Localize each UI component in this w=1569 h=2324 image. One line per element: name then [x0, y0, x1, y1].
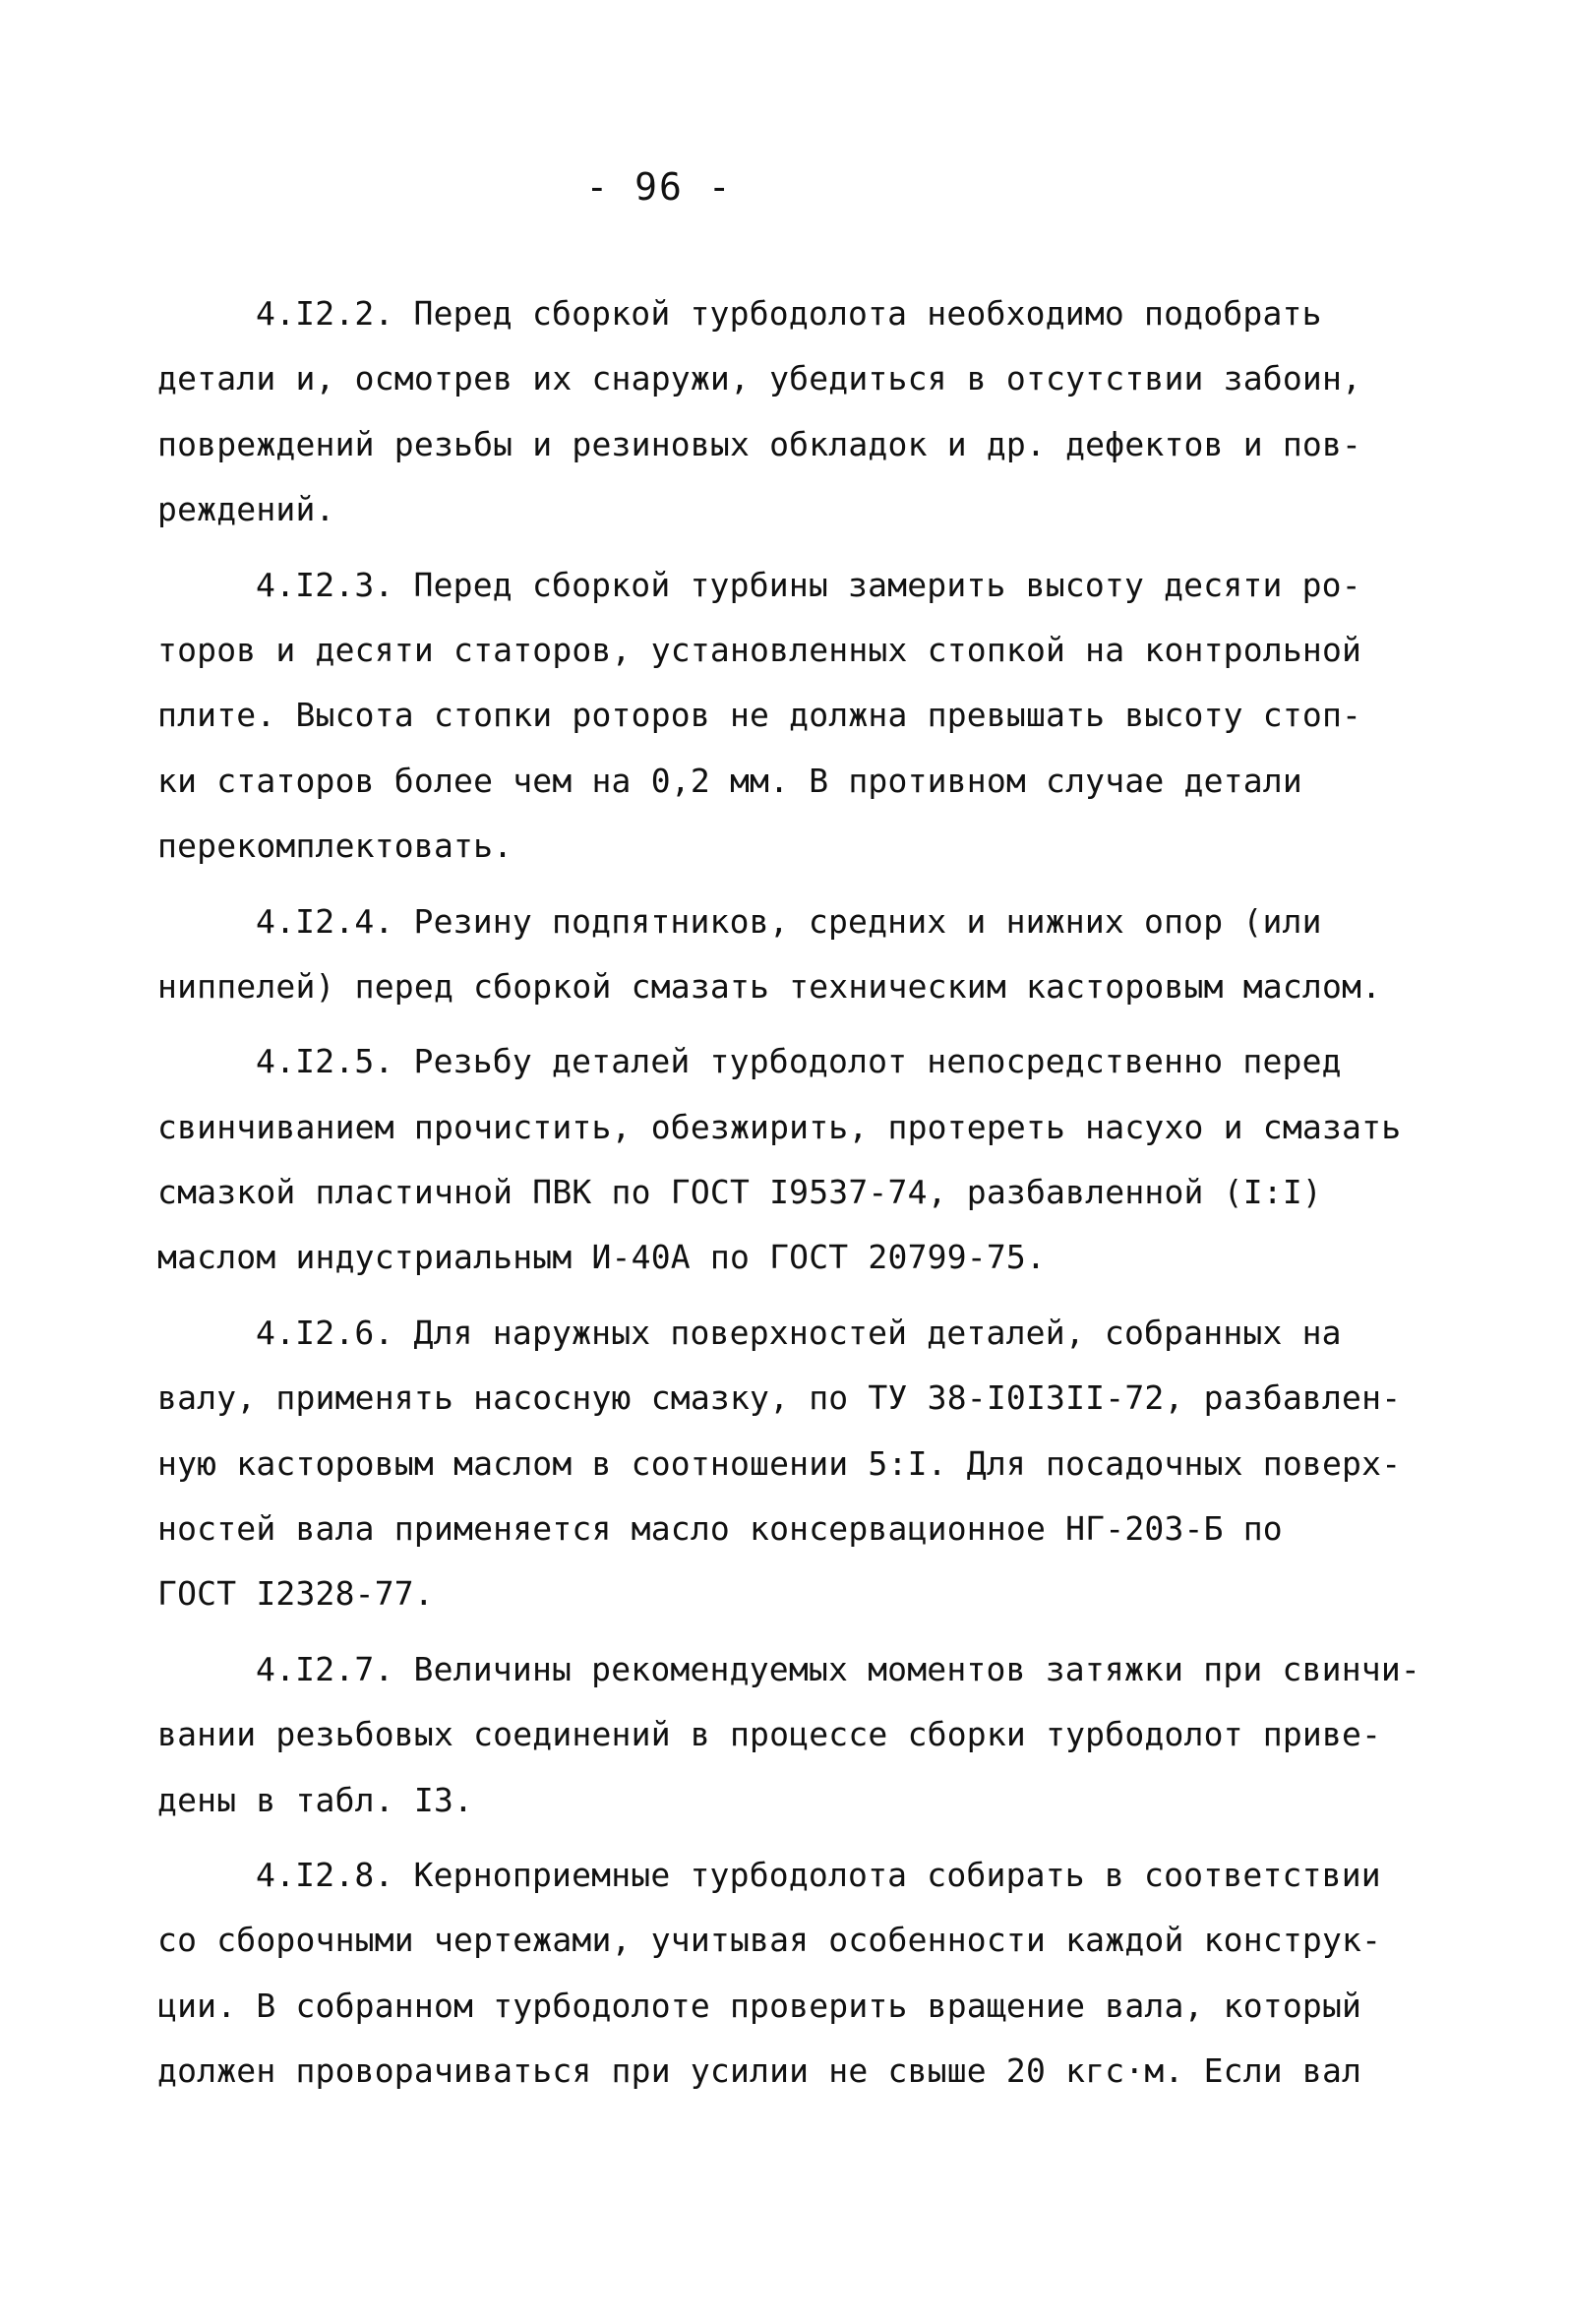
text-line: детали и, осмотрев их снаружи, убедиться в отсутствии забоин,: [157, 359, 1362, 398]
text-line: 4.I2.7. Величины рекомендуемых моментов затяжки при свинчи-: [256, 1649, 1420, 1688]
text-line: ки статоров более чем на 0,2 мм. В противном случае детали: [157, 761, 1302, 800]
text-line: ностей вала применяется масло консервационное НГ-203-Б по: [157, 1509, 1283, 1549]
text-line: 4.I2.2. Перед сборкой турбодолота необходимо подобрать: [256, 294, 1322, 333]
text-line: ГОСТ I2328-77.: [157, 1574, 434, 1614]
text-line: вании резьбовых соединений в процессе сборки турбодолот приве-: [157, 1715, 1382, 1754]
text-line: 4.I2.6. Для наружных поверхностей деталей, собранных на: [256, 1313, 1342, 1352]
text-line: валу, применять насосную смазку, по ТУ 38-I0I3II-72, разбавлен-: [157, 1378, 1402, 1418]
text-line: плите. Высота стопки роторов не должна превышать высоту стоп-: [157, 696, 1362, 735]
document-body: [157, 281, 1436, 2114]
paragraph-4-12-8: [157, 1843, 1436, 2105]
text-line: 4.I2.3. Перед сборкой турбины замерить высоту десяти ро-: [256, 565, 1361, 604]
text-line: повреждений резьбы и резиновых обкладок и др. дефектов и пов-: [157, 424, 1362, 463]
text-line: 4.I2.8. Керноприемные турбодолота собирать в соответствии: [256, 1855, 1381, 1894]
text-line: перекомплектовать.: [157, 826, 513, 866]
text-line: маслом индустриальным И-40А по ГОСТ 20799-75.: [157, 1238, 1047, 1277]
text-line: реждений.: [157, 490, 335, 529]
paragraph-4-12-7: [157, 1637, 1436, 1833]
text-line: свинчиванием прочистить, обезжирить, протереть насухо и смазать: [157, 1107, 1402, 1146]
text-line: ную касторовым маслом в соотношении 5:I. Для посадочных поверх-: [157, 1443, 1402, 1483]
text-line: ниппелей) перед сборкой смазать техническим касторовым маслом.: [157, 966, 1382, 1006]
paragraph-4-12-3: [157, 553, 1436, 880]
text-line: смазкой пластичной ПВК по ГОСТ I9537-74, разбавленной (I:I): [157, 1173, 1322, 1212]
text-line: 4.I2.5. Резьбу деталей турбодолот непосредственно перед: [256, 1042, 1342, 1081]
page-number: - 96 -: [585, 165, 733, 209]
paragraph-4-12-5: [157, 1029, 1436, 1291]
text-line: дены в табл. I3.: [157, 1780, 474, 1819]
text-line: 4.I2.4. Резину подпятников, средних и нижних опор (или: [256, 901, 1322, 941]
paragraph-4-12-2: [157, 281, 1436, 543]
text-line: торов и десяти статоров, установленных стопкой на контрольной: [157, 630, 1362, 669]
text-line: должен проворачиваться при усилии не свыше 20 кгс·м. Если вал: [157, 2051, 1362, 2091]
paragraph-4-12-6: [157, 1301, 1436, 1627]
text-line: со сборочными чертежами, учитывая особенности каждой конструк-: [157, 1921, 1382, 1960]
paragraph-4-12-4: [157, 889, 1436, 1020]
text-line: ции. В собранном турбодолоте проверить вращение вала, который: [157, 1986, 1362, 2025]
